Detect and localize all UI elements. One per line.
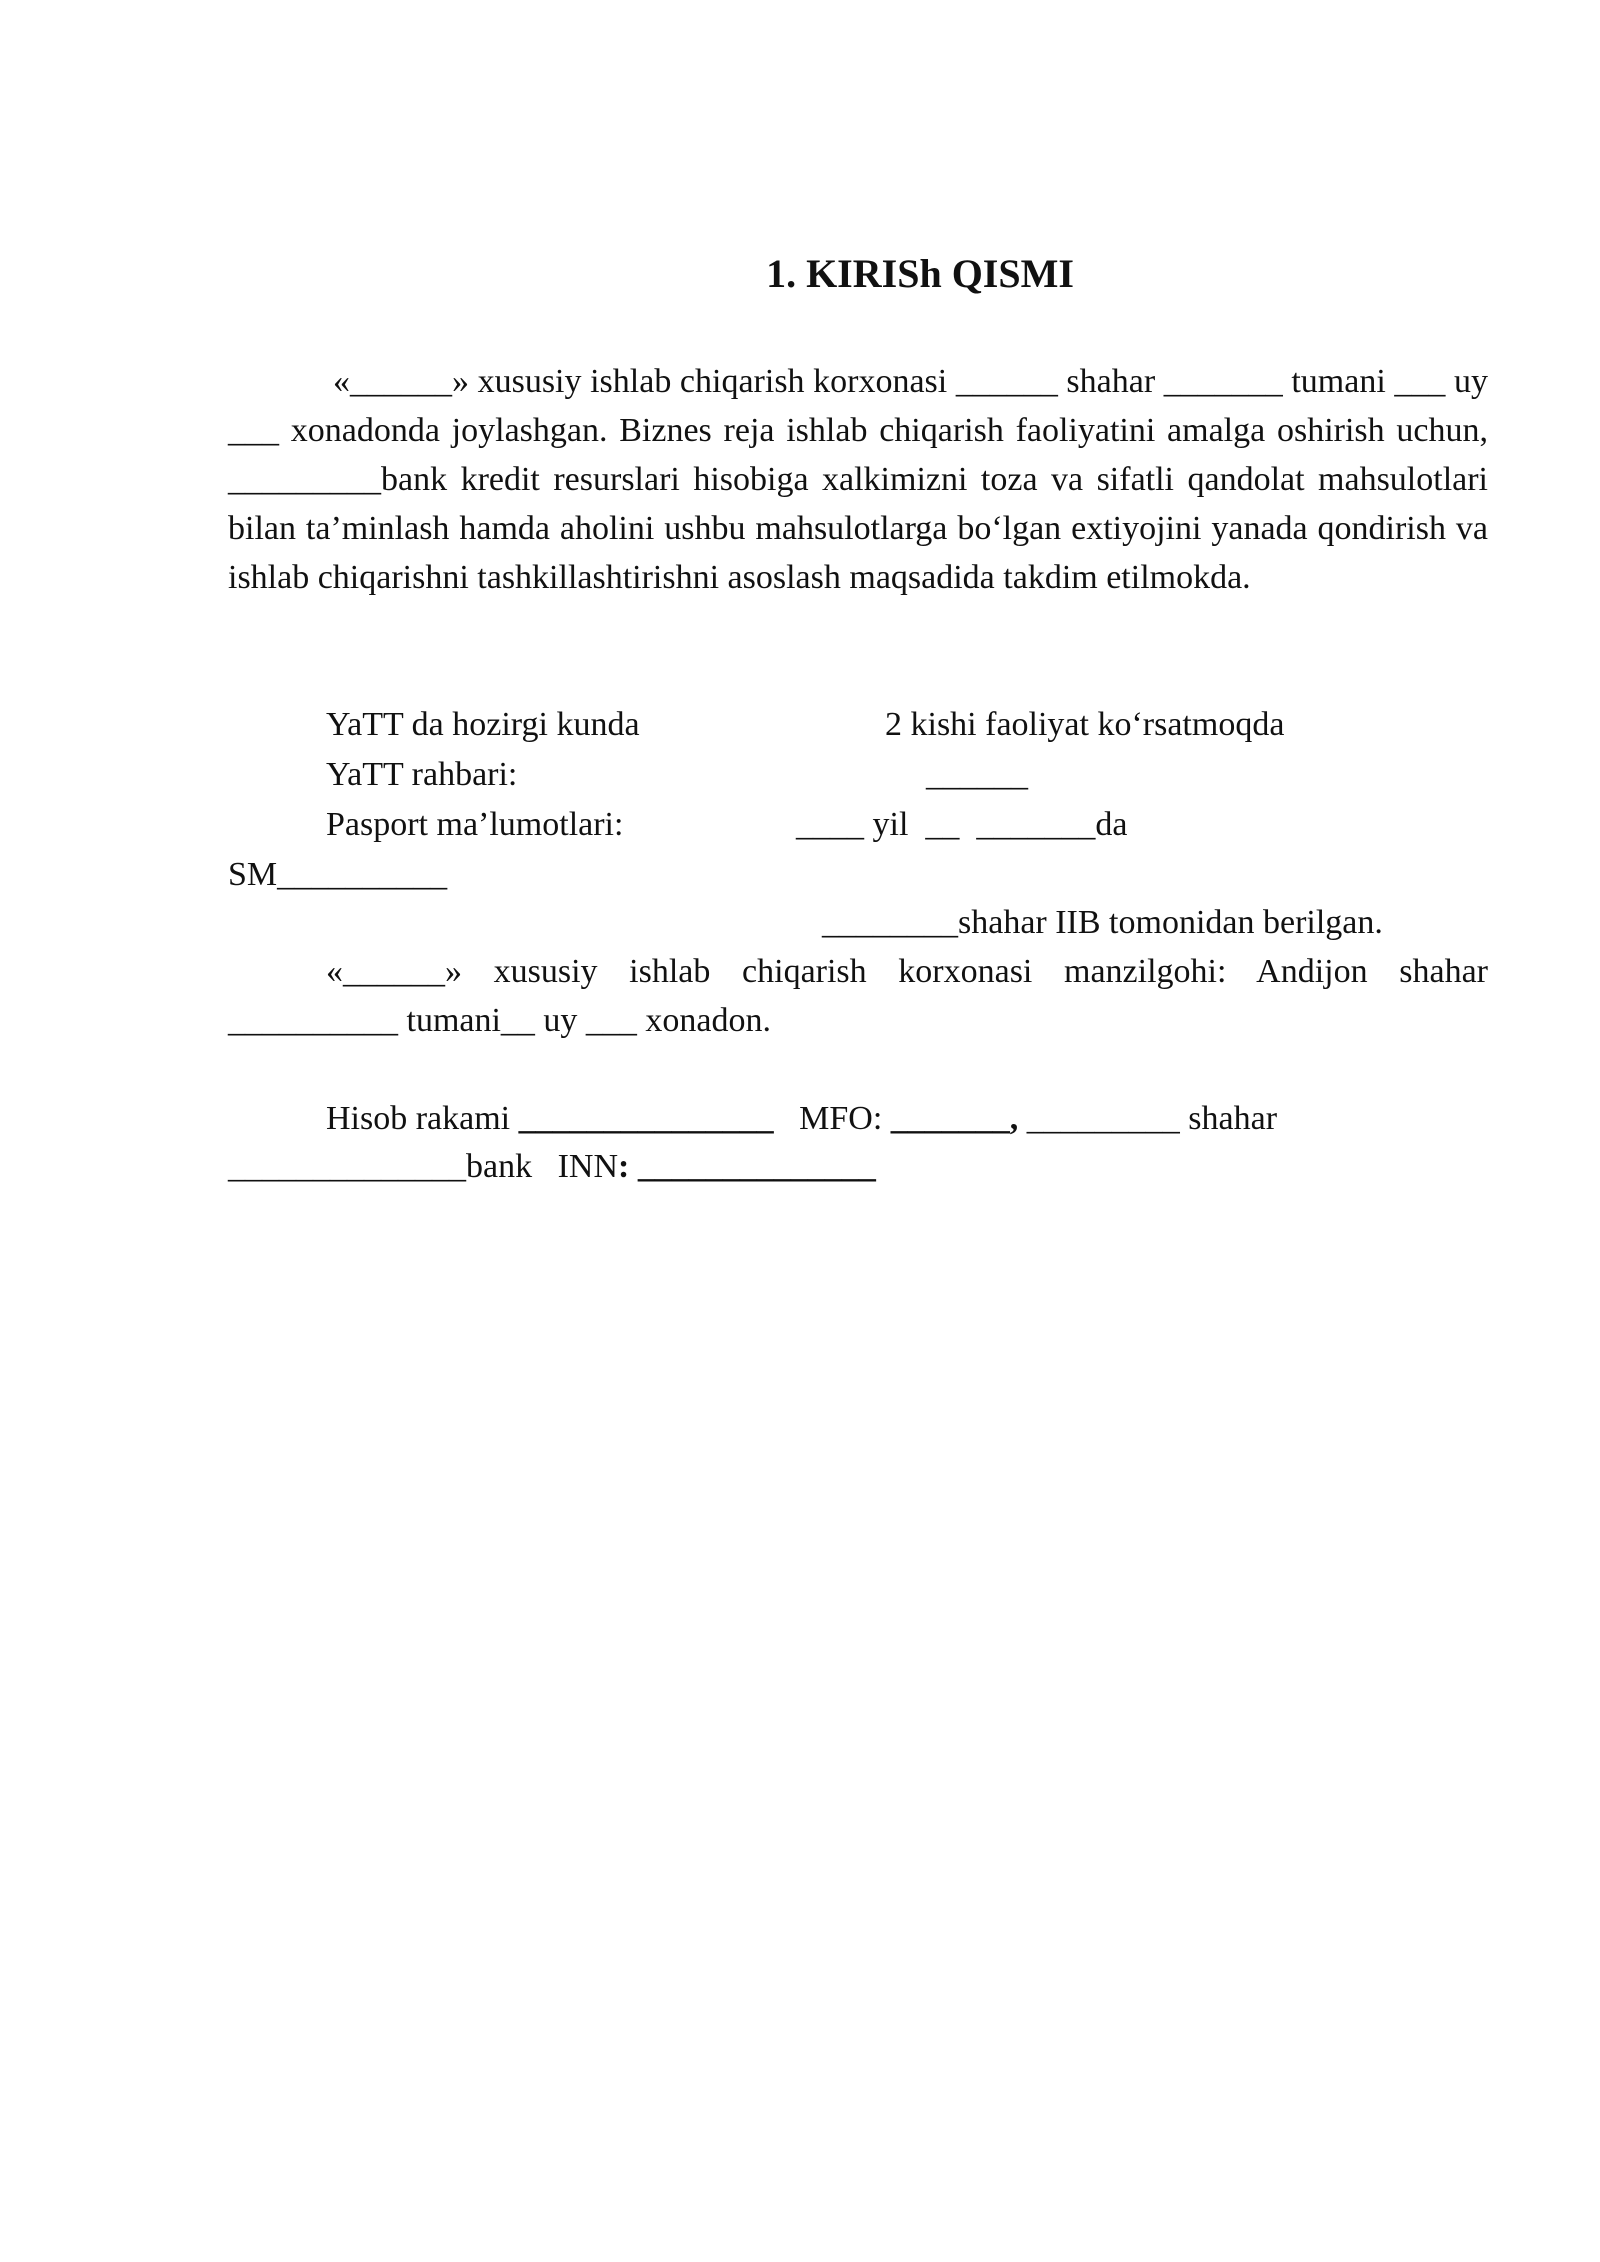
- bank-suffix: bank: [466, 1148, 533, 1185]
- inn-label: INN: [557, 1148, 619, 1185]
- account-label: Hisob rakami: [326, 1100, 511, 1137]
- section-title: 1. KIRISh QISMI: [766, 251, 1074, 296]
- head-value: ______: [926, 756, 1028, 793]
- staff-value: 2 kishi faoliyat ko‘rsatmoqda: [885, 706, 1285, 743]
- account-blank: _______________: [518, 1100, 774, 1137]
- city-blank: _________: [1026, 1100, 1180, 1137]
- mfo-label: MFO:: [799, 1100, 883, 1137]
- passport-label: Pasport ma’lumotlari:: [326, 806, 624, 843]
- intro-paragraph: «______» xususiy ishlab chiqarish korxonasi ______ shahar _______ tumani ___ uy ___ xonadonda joylashgan. Biznes reja ishlab chiqarish faoliyatini amalga oshirish uchun, _________bank kredit resurslari hisobiga xalkimizni toza va sifatli qandolat mahsulotlari bilan ta’minlash hamda aholini ushbu mahsulotlarga bo‘lgan extiyojini yanada qondirish va ishlab chiqarishni tashkillashtirishni asoslash maqsadida takdim etilmokda.: [228, 363, 1488, 596]
- staff-label: YaTT da hozirgi kunda: [326, 706, 640, 743]
- head-label: YaTT rahbari:: [326, 756, 518, 793]
- bank-line-1: [326, 1094, 1277, 1143]
- inn-colon: :: [618, 1148, 630, 1185]
- passport-value: ____ yil __ _______da: [796, 806, 1128, 843]
- bank-blank: ______________: [228, 1148, 466, 1185]
- city-suffix: shahar: [1188, 1100, 1278, 1137]
- mfo-blank: _______,: [890, 1100, 1019, 1137]
- passport-series: SM__________: [228, 856, 448, 893]
- bank-line-2: [228, 1142, 876, 1191]
- inn-blank: ______________: [637, 1148, 876, 1185]
- address-paragraph: «______» xususiy ishlab chiqarish korxonasi manzilgohi: Andijon shahar __________ tumani__ uy ___ xonadon.: [228, 953, 1488, 1039]
- passport-issued: ________shahar IIB tomonidan berilgan.: [822, 904, 1383, 941]
